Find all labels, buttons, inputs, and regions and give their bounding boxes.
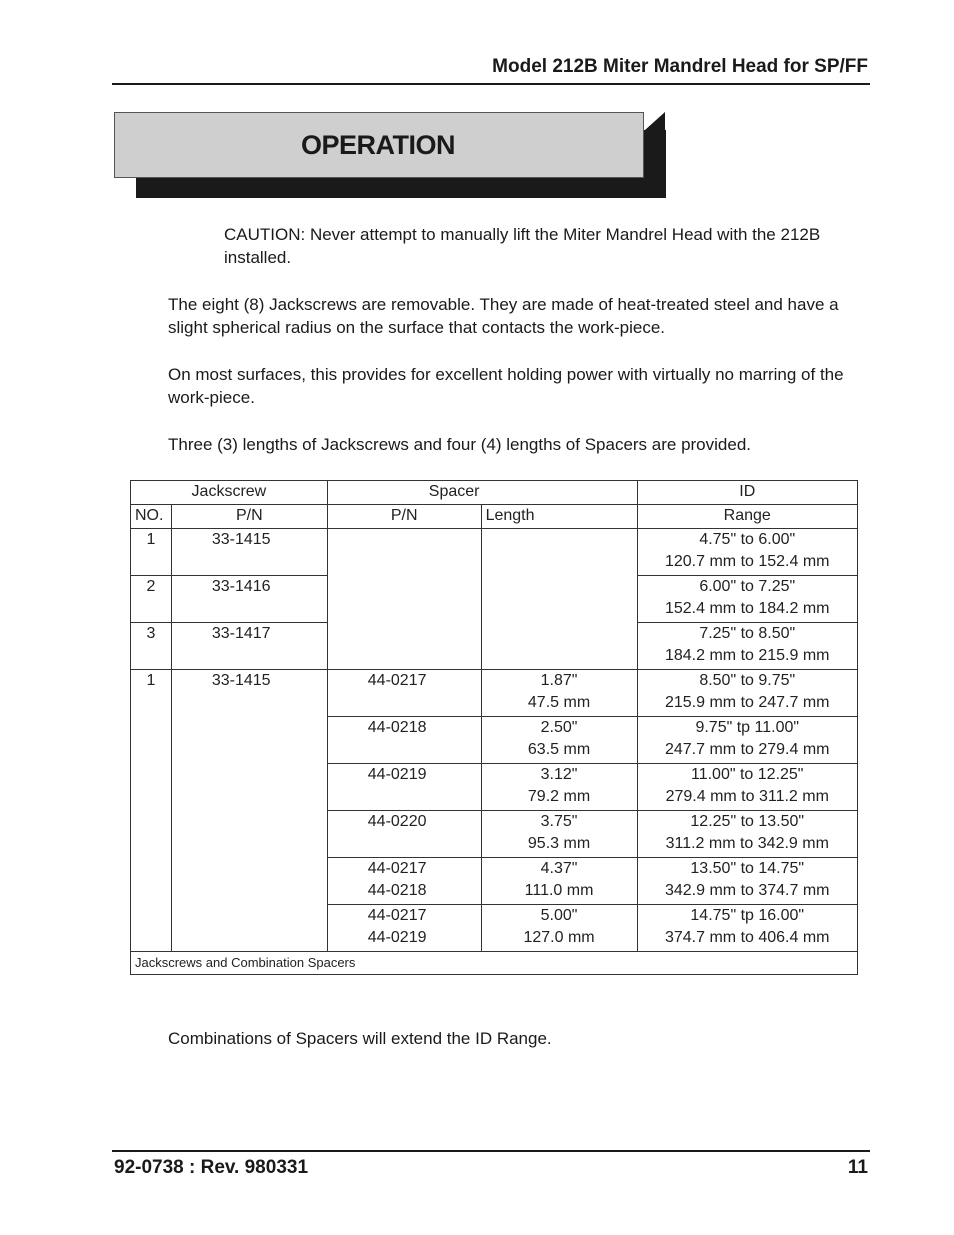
range-mm: 215.9 mm to 247.7 mm: [664, 694, 830, 711]
empty-length-cell: [481, 529, 637, 670]
closing-paragraph: Combinations of Spacers will extend the ID Range.: [168, 1029, 552, 1048]
spacer-length: [481, 764, 637, 811]
header-id: ID: [637, 481, 858, 505]
length-inches: 3.75": [540, 813, 578, 830]
combo-no: 1: [131, 670, 172, 952]
range-inches: 14.75" tp 16.00": [690, 907, 805, 924]
row-no: 2: [131, 576, 172, 623]
range-inches: 8.50" to 9.75": [699, 672, 796, 689]
spacer-pn-1: 44-0217: [367, 860, 427, 877]
row-no: 1: [131, 529, 172, 576]
row-jackscrew-pn: 33-1416: [171, 576, 327, 623]
range-mm: 184.2 mm to 215.9 mm: [664, 647, 830, 664]
range-inches: 13.50" to 14.75": [690, 860, 805, 877]
spacer-pn: [327, 858, 481, 905]
spacer-pn-1: 44-0217: [367, 907, 427, 924]
length-inches: 4.37": [540, 860, 578, 877]
length-mm: 111.0 mm: [524, 882, 594, 899]
range-inches: 7.25" to 8.50": [699, 625, 796, 642]
spacer-pn-2: 44-0218: [367, 882, 427, 899]
spacer-length: [481, 905, 637, 952]
paragraph-jackscrews: The eight (8) Jackscrews are removable. They are made of heat-treated steel and have a slight spherical radius on the surface that contacts the work-piece.: [168, 295, 839, 337]
table-caption-row: [131, 952, 858, 975]
range-mm: 311.2 mm to 342.9 mm: [665, 835, 829, 852]
table-row: [131, 670, 858, 717]
range-inches: 12.25" to 13.50": [690, 813, 805, 830]
table-group-header-row: [131, 481, 858, 505]
length-mm: 79.2 mm: [527, 788, 591, 805]
spacer-pn-2: 44-0219: [367, 929, 427, 946]
length-inches: 5.00": [540, 907, 578, 924]
spec-table-wrapper: [130, 480, 858, 975]
paragraph-holding-power: On most surfaces, this provides for excellent holding power with virtually no marring of the work-piece.: [168, 365, 844, 407]
spacer-pn: [327, 764, 481, 811]
table-sub-header-row: [131, 505, 858, 529]
footer-rule: [112, 1150, 870, 1152]
row-id-range: [637, 717, 858, 764]
section-banner: [114, 112, 644, 178]
length-inches: 3.12": [540, 766, 578, 783]
spacer-pn: [327, 670, 481, 717]
range-mm: 279.4 mm to 311.2 mm: [665, 788, 829, 805]
length-mm: 63.5 mm: [527, 741, 591, 758]
row-no: 3: [131, 623, 172, 670]
spacer-pn-1: 44-0219: [367, 766, 427, 783]
paragraph-lengths: Three (3) lengths of Jackscrews and four (4) lengths of Spacers are provided.: [168, 435, 752, 454]
row-id-range: [637, 905, 858, 952]
header-no: NO.: [131, 505, 172, 529]
length-mm: 127.0 mm: [523, 929, 595, 946]
row-jackscrew-pn: 33-1417: [171, 623, 327, 670]
spacer-length: [481, 670, 637, 717]
header-spacer: Spacer: [327, 481, 637, 505]
footer-doc-number: 92-0738 : Rev. 980331: [114, 1157, 309, 1178]
row-id-range: [637, 764, 858, 811]
row-id-range: [637, 858, 858, 905]
range-mm: 247.7 mm to 279.4 mm: [664, 741, 830, 758]
row-jackscrew-pn: 33-1415: [171, 529, 327, 576]
section-banner-shadow-angle: [645, 112, 665, 130]
header-rule: [112, 83, 870, 85]
spacer-pn: [327, 811, 481, 858]
spacer-pn: [327, 717, 481, 764]
caution-text: CAUTION: Never attempt to manually lift the Miter Mandrel Head with the 212B installed.: [224, 225, 821, 267]
header-jackscrew: Jackscrew: [131, 481, 328, 505]
range-inches: 4.75" to 6.00": [699, 531, 796, 548]
spacer-pn: [327, 905, 481, 952]
range-inches: 9.75" tp 11.00": [695, 719, 800, 736]
table-caption: Jackscrews and Combination Spacers: [131, 952, 858, 975]
range-inches: 11.00" to 12.25": [691, 766, 804, 783]
combo-jackscrew-pn: 33-1415: [171, 670, 327, 952]
spacer-length: [481, 858, 637, 905]
spacer-length: [481, 811, 637, 858]
range-inches: 6.00" to 7.25": [699, 578, 796, 595]
row-id-range: [637, 576, 858, 623]
range-mm: 374.7 mm to 406.4 mm: [664, 929, 830, 946]
jackscrew-spacer-table: [130, 480, 858, 975]
length-inches: 2.50": [540, 719, 578, 736]
page-header-title: Model 212B Miter Mandrel Head for SP/FF: [492, 56, 868, 77]
length-mm: 95.3 mm: [527, 835, 591, 852]
spacer-pn-1: 44-0217: [367, 672, 427, 689]
length-mm: 47.5 mm: [527, 694, 591, 711]
range-mm: 342.9 mm to 374.7 mm: [664, 882, 830, 899]
table-row: [131, 529, 858, 576]
length-inches: 1.87": [540, 672, 578, 689]
row-id-range: [637, 811, 858, 858]
header-range: Range: [637, 505, 858, 529]
spacer-pn-1: 44-0220: [367, 813, 427, 830]
range-mm: 120.7 mm to 152.4 mm: [664, 553, 830, 570]
row-id-range: [637, 670, 858, 717]
footer-page-number: 11: [847, 1157, 868, 1178]
row-id-range: [637, 623, 858, 670]
range-mm: 152.4 mm to 184.2 mm: [664, 600, 830, 617]
section-title: OPERATION: [301, 130, 456, 160]
header-length: Length: [481, 505, 637, 529]
spacer-pn-1: 44-0218: [367, 719, 427, 736]
header-spacer-pn: P/N: [327, 505, 481, 529]
row-id-range: [637, 529, 858, 576]
spacer-length: [481, 717, 637, 764]
empty-spacer-pn-cell: [327, 529, 481, 670]
header-jackscrew-pn: P/N: [171, 505, 327, 529]
